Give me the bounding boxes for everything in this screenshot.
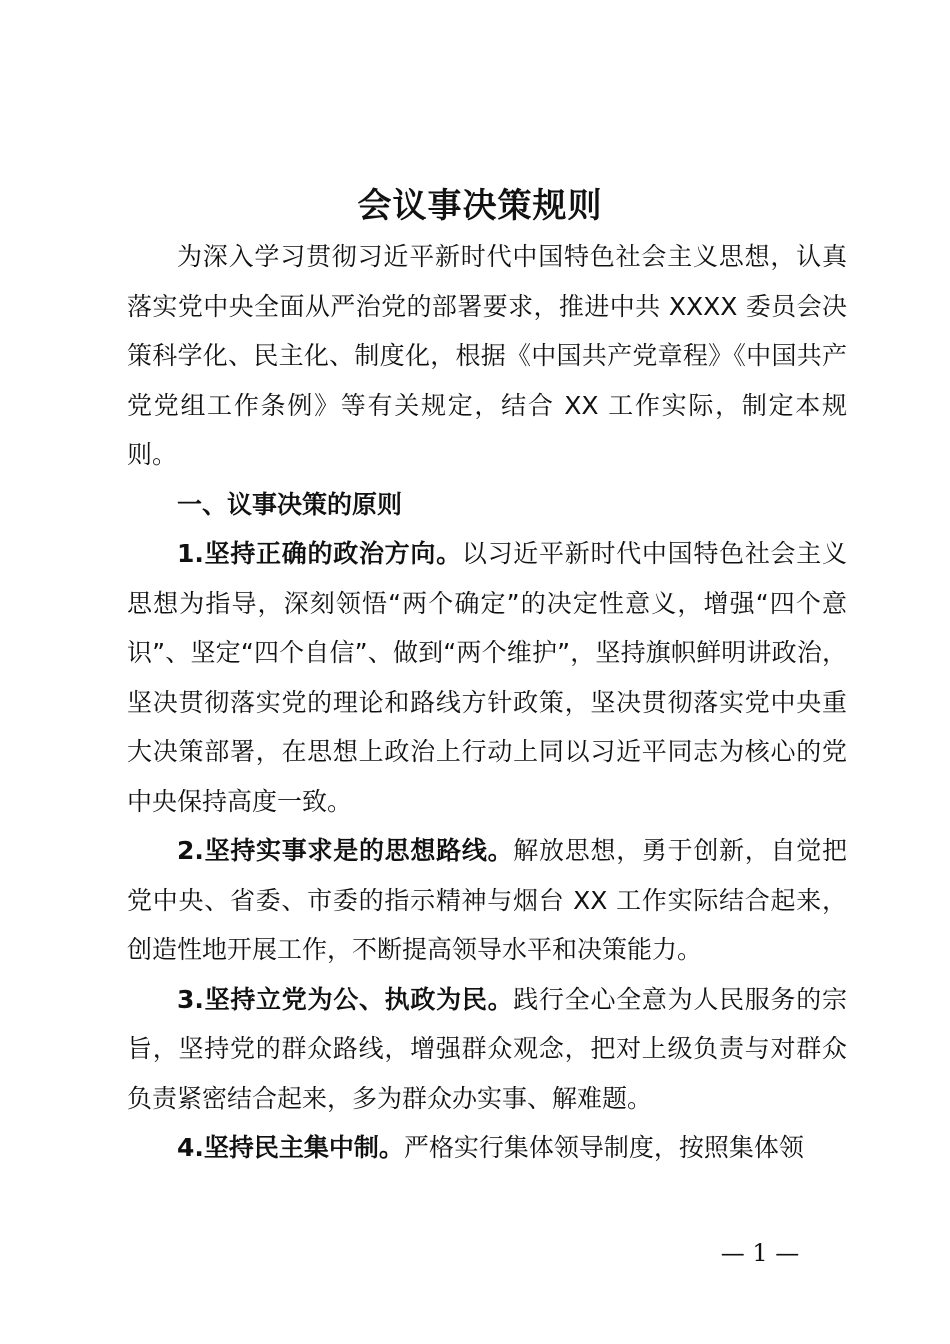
principle-text-1: 以习近平新时代中国特色社会主义思想为指导，深刻领悟“两个确定”的决定性意义，增强“四个意识”、坚定“四个自信”、做到“两个维护”，坚持旗帜鲜明讲政治，坚决贯彻落实党的理论和路线方针政策，坚决贯彻落实党中央重大决策部署，在思想上政治上行动上同以习近平同志为核心的党中央保持高度一致。 [127,539,847,816]
page-number: — 1 — [720,1239,800,1267]
principle-lead-2: 2.坚持实事求是的思想路线。 [177,836,514,865]
document-body [127,232,847,1173]
principle-lead-1: 1.坚持正确的政治方向。 [177,539,462,568]
document-title: 会议事决策规则 [357,186,603,226]
principle-text-2: 解放思想，勇于创新，自觉把党中央、省委、市委的指示精神与烟台 XX 工作实际结合起来，创造性地开展工作，不断提高领导水平和决策能力。 [127,836,847,964]
principle-lead-4: 4.坚持民主集中制。 [177,1133,404,1162]
intro-paragraph: 为深入学习贯彻习近平新时代中国特色社会主义思想，认真落实党中央全面从严治党的部署要求，推进中共 XXXX 委员会决策科学化、民主化、制度化，根据《中国共产党章程》《中国共产党党组工作条例》等有关规定，结合 XX 工作实际，制定本规则。 [127,242,847,469]
principle-paragraph-4 [127,1123,847,1173]
principle-paragraph-1 [127,529,847,826]
principle-text-3: 践行全心全意为人民服务的宗旨，坚持党的群众路线，增强群众观念，把对上级负责与对群众负责紧密结合起来，多为群众办实事、解难题。 [127,984,847,1113]
principle-paragraph-2 [127,826,847,975]
principle-paragraph-3 [127,975,847,1124]
section-heading: 一、议事决策的原则 [177,489,403,519]
principle-lead-3: 3.坚持立党为公、执政为民。 [177,984,514,1014]
principle-text-4: 严格实行集体领导制度，按照集体领 [403,1133,804,1162]
